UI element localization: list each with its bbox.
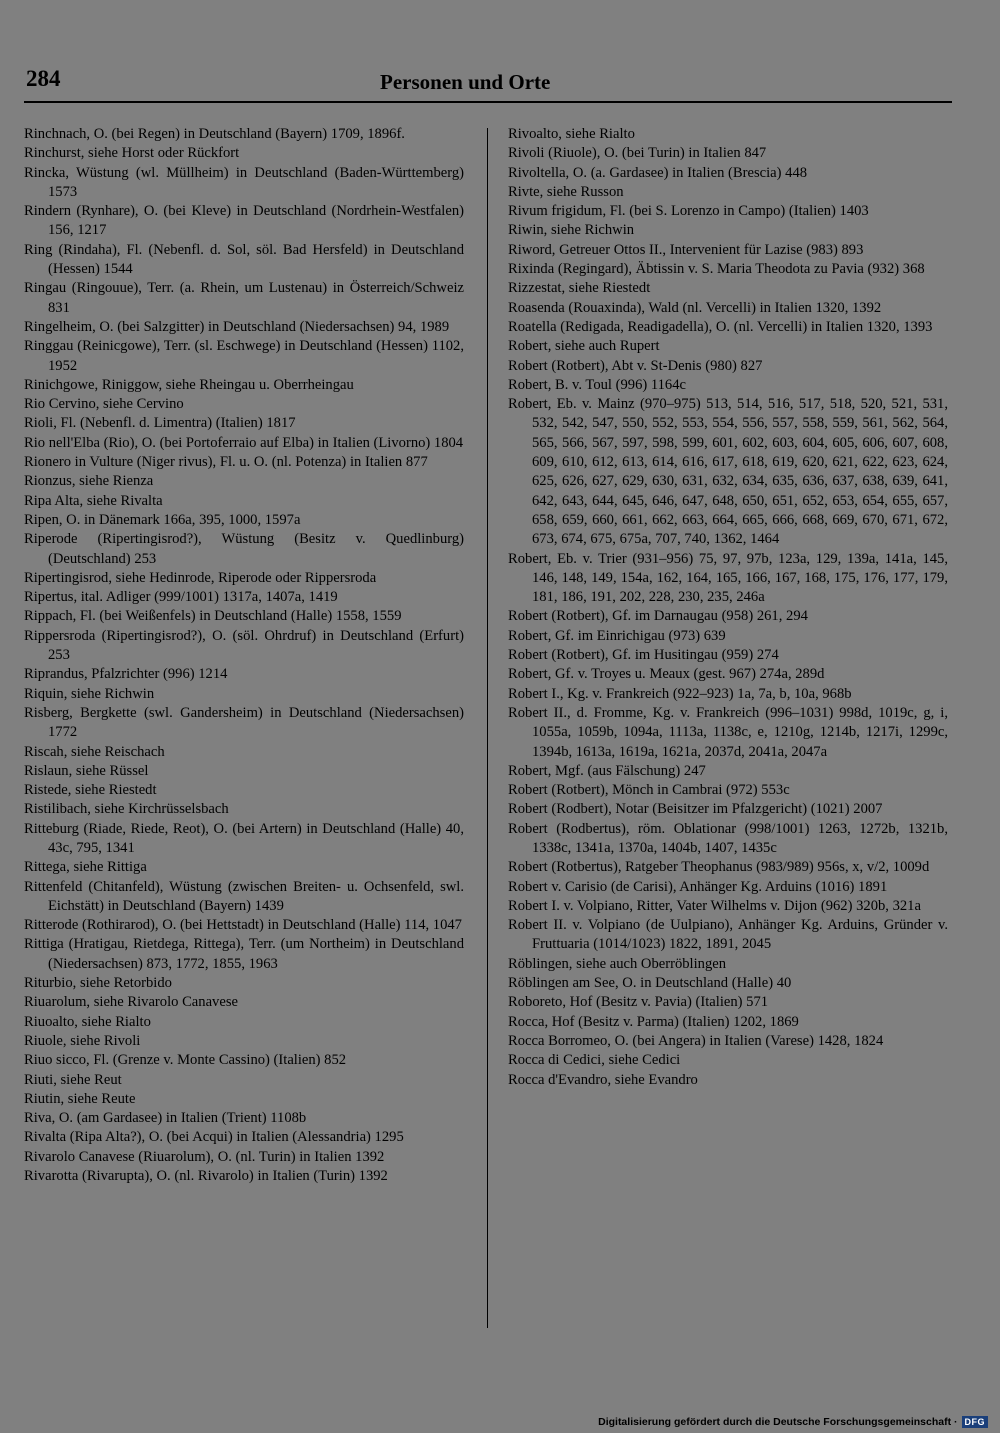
- index-entry: Riword, Getreuer Ottos II., Intervenient für Lazise (983) 893: [508, 241, 864, 258]
- index-entry: Ripen, O. in Dänemark 166a, 395, 1000, 1597a: [24, 511, 301, 528]
- left-column: [24, 125, 464, 1186]
- footer-credit: Digitalisierung gefördert durch die Deutsche Forschungsgemeinschaft ·: [598, 1416, 958, 1428]
- index-entry: Rio nell'Elba (Rio), O. (bei Portoferraio auf Elba) in Italien (Livorno) 1804: [24, 434, 464, 451]
- index-entry: Rippach, Fl. (bei Weißenfels) in Deutschland (Halle) 1558, 1559: [24, 608, 402, 625]
- index-entry: Riuo sicco, Fl. (Grenze v. Monte Cassino) (Italien) 852: [24, 1052, 347, 1069]
- index-entry: Rio Cervino, siehe Cervino: [24, 396, 184, 413]
- index-entry: Rocca, Hof (Besitz v. Parma) (Italien) 1202, 1869: [508, 1013, 799, 1030]
- index-entry: Rinchnach, O. (bei Regen) in Deutschland (Bayern) 1709, 1896f.: [24, 126, 405, 142]
- index-entry: Robert II., d. Fromme, Kg. v. Frankreich (996–1031) 998d, 1019c, g, i, 1055a, 1059b, 1094a, 1113a, 1138c, e, 1210g, 1214b, 1217i, 1299c, 1394b, 1613a, 1619a, 1621a, 2037d, 2041a, 2047a: [508, 704, 948, 760]
- index-entry: Ristede, siehe Riestedt: [24, 782, 157, 799]
- index-entry: Riutin, siehe Reute: [24, 1090, 136, 1107]
- index-entry: Ripertus, ital. Adliger (999/1001) 1317a, 1407a, 1419: [24, 589, 338, 606]
- index-entry: Riuoalto, siehe Rialto: [24, 1013, 151, 1030]
- index-entry: Robert, Gf. v. Troyes u. Meaux (gest. 967) 274a, 289d: [508, 666, 825, 683]
- right-column: [508, 125, 948, 1090]
- index-entry: Robert, Eb. v. Mainz (970–975) 513, 514, 516, 517, 518, 520, 521, 531, 532, 542, 547, 550, 552, 553, 554, 556, 557, 558, 559, 561, 562, 564, 565, 566, 567, 597, 598, 599, 601, 602, 603, 604, 605, 606, 607, 608, 609, 610, 612, 613, 614, 616, 617, 618, 619, 620, 621, 622, 623, 624, 625, 626, 627, 629, 630, 631, 632, 634, 635, 636, 637, 638, 639, 641, 642, 643, 644, 645, 646, 647, 648, 650, 651, 652, 653, 654, 655, 657, 658, 659, 660, 661, 662, 663, 664, 665, 666, 668, 669, 670, 671, 672, 673, 674, 675, 675a, 707, 740, 1362, 1464: [508, 396, 948, 548]
- index-entry: Rincka, Wüstung (wl. Müllheim) in Deutschland (Baden-Württemberg) 1573: [24, 164, 464, 200]
- index-entry: Robert (Rotbert), Abt v. St-Denis (980) 827: [508, 357, 763, 374]
- index-entry: Robert v. Carisio (de Carisi), Anhänger Kg. Arduins (1016) 1891: [508, 878, 888, 895]
- index-entry: Robert, Eb. v. Trier (931–956) 75, 97, 97b, 123a, 129, 139a, 141a, 145, 146, 148, 149, 154a, 162, 164, 165, 166, 167, 168, 175, 176, 177, 179, 181, 186, 191, 202, 228, 230, 235, 246a: [508, 550, 948, 606]
- index-entry: Riperode (Ripertingisrod?), Wüstung (Besitz v. Quedlinburg) (Deutschland) 253: [24, 531, 464, 567]
- index-entry: Ritterode (Rothirarod), O. (bei Hettstadt) in Deutschland (Halle) 114, 1047: [24, 917, 462, 934]
- index-entry: Rittega, siehe Rittiga: [24, 859, 147, 876]
- index-entry: Robert (Rodbertus), röm. Oblationar (998/1001) 1263, 1272b, 1321b, 1338c, 1341a, 1370a, 1404b, 1407, 1435c: [508, 820, 948, 856]
- index-entry: Robert I., Kg. v. Frankreich (922–923) 1a, 7a, b, 10a, 968b: [508, 685, 852, 702]
- index-entry: Robert (Rodbert), Notar (Beisitzer im Pfalzgericht) (1021) 2007: [508, 801, 883, 818]
- index-entry: Rittiga (Hratigau, Rietdega, Rittega), Terr. (um Northeim) in Deutschland (Niedersachsen) 873, 1772, 1855, 1963: [24, 936, 464, 972]
- index-entry: Rixinda (Regingard), Äbtissin v. S. Maria Theodota zu Pavia (932) 368: [508, 261, 925, 278]
- index-entry: Röblingen, siehe auch Oberröblingen: [508, 955, 727, 972]
- index-entry: Ritteburg (Riade, Riede, Reot), O. (bei Artern) in Deutschland (Halle) 40, 43c, 795, 1341: [24, 820, 464, 856]
- index-entry: Roatella (Redigada, Readigadella), O. (nl. Vercelli) in Italien 1320, 1393: [508, 318, 933, 335]
- index-entry: Rivalta (Ripa Alta?), O. (bei Acqui) in Italien (Alessandria) 1295: [24, 1129, 404, 1146]
- index-entry: Rizzestat, siehe Riestedt: [508, 280, 651, 297]
- index-entry: Riva, O. (am Gardasee) in Italien (Trient) 1108b: [24, 1110, 307, 1127]
- index-entry: Robert, siehe auch Rupert: [508, 338, 660, 355]
- index-entry: Robert (Rotbertus), Ratgeber Theophanus (983/989) 956s, x, v/2, 1009d: [508, 859, 930, 876]
- index-entry: Robert (Rotbert), Mönch in Cambrai (972) 553c: [508, 782, 790, 799]
- index-entry: Rivoalto, siehe Rialto: [508, 126, 635, 142]
- index-entry: Rocca di Cedici, siehe Cedici: [508, 1052, 681, 1069]
- page-number: 284: [26, 66, 61, 91]
- index-entry: Rionero in Vulture (Niger rivus), Fl. u. O. (nl. Potenza) in Italien 877: [24, 454, 428, 471]
- index-entry: Robert, B. v. Toul (996) 1164c: [508, 376, 687, 393]
- index-entry: Rislaun, siehe Rüssel: [24, 762, 149, 779]
- index-entry: Roasenda (Rouaxinda), Wald (nl. Vercelli) in Italien 1320, 1392: [508, 299, 882, 316]
- header-rule: [24, 101, 952, 103]
- index-entry: Rindern (Rynhare), O. (bei Kleve) in Deutschland (Nordrhein-Westfalen) 156, 1217: [24, 203, 464, 239]
- index-entry: Ringelheim, O. (bei Salzgitter) in Deutschland (Niedersachsen) 94, 1989: [24, 318, 450, 335]
- index-entry: Rocca Borromeo, O. (bei Angera) in Italien (Varese) 1428, 1824: [508, 1032, 884, 1049]
- index-entry: Rinichgowe, Riniggow, siehe Rheingau u. Oberrheingau: [24, 376, 354, 393]
- index-entry: Riuarolum, siehe Rivarolo Canavese: [24, 994, 238, 1011]
- index-entry: Riprandus, Pfalzrichter (996) 1214: [24, 666, 228, 683]
- dfg-logo: DFG: [962, 1416, 989, 1428]
- index-entry: Rionzus, siehe Rienza: [24, 473, 154, 490]
- index-entry: Rivarolo Canavese (Riuarolum), O. (nl. Turin) in Italien 1392: [24, 1148, 385, 1165]
- index-entry: Ringgau (Reinicgowe), Terr. (sl. Eschwege) in Deutschland (Hessen) 1102, 1952: [24, 338, 464, 374]
- index-entry: Riuti, siehe Reut: [24, 1071, 122, 1088]
- index-entry: Rivarotta (Rivarupta), O. (nl. Rivarolo) in Italien (Turin) 1392: [24, 1168, 388, 1185]
- index-entry: Robert, Gf. im Einrichigau (973) 639: [508, 627, 726, 644]
- index-entry: Rivte, siehe Russon: [508, 183, 624, 200]
- index-entry: Riuole, siehe Rivoli: [24, 1032, 141, 1049]
- index-entry: Robert (Rotbert), Gf. im Husitingau (959) 274: [508, 647, 779, 664]
- footer: [598, 1416, 988, 1428]
- index-entry: Rivoltella, O. (a. Gardasee) in Italien (Brescia) 448: [508, 164, 808, 181]
- index-entry: Rippersroda (Ripertingisrod?), O. (söl. Ohrdruf) in Deutschland (Erfurt) 253: [24, 627, 464, 664]
- index-entry: Ripa Alta, siehe Rivalta: [24, 492, 163, 509]
- index-entry: Rinchurst, siehe Horst oder Rückfort: [24, 145, 240, 162]
- index-entry: Robert, Mgf. (aus Fälschung) 247: [508, 762, 706, 779]
- index-entry: Ristilibach, siehe Kirchrüsselsbach: [24, 801, 229, 818]
- index-entry: Robert (Rotbert), Gf. im Darnaugau (958) 261, 294: [508, 608, 808, 625]
- index-entry: Risberg, Bergkette (swl. Gandersheim) in Deutschland (Niedersachsen) 1772: [24, 704, 464, 741]
- index-entry: Rioli, Fl. (Nebenfl. d. Limentra) (Italien) 1817: [24, 415, 296, 432]
- index-entry: Röblingen am See, O. in Deutschland (Halle) 40: [508, 975, 792, 992]
- index-entry: Riscah, siehe Reischach: [24, 743, 165, 760]
- index-entry: Ringau (Ringouue), Terr. (a. Rhein, um Lustenau) in Österreich/Schweiz 831: [24, 280, 464, 316]
- index-entry: Ring (Rindaha), Fl. (Nebenfl. d. Sol, söl. Bad Hersfeld) in Deutschland (Hessen) 1544: [24, 241, 464, 278]
- running-head: Personen und Orte: [380, 70, 551, 94]
- index-entry: Rivoli (Riuole), O. (bei Turin) in Italien 847: [508, 145, 767, 162]
- index-entry: Riquin, siehe Richwin: [24, 685, 155, 702]
- index-entry: Roboreto, Hof (Besitz v. Pavia) (Italien) 571: [508, 994, 769, 1011]
- index-entry: Robert II. v. Volpiano (de Uulpiano), Anhänger Kg. Arduins, Gründer v. Fruttuaria (1014/1023) 1822, 1891, 2045: [508, 917, 948, 953]
- column-divider: [487, 128, 488, 1328]
- index-entry: Rocca d'Evandro, siehe Evandro: [508, 1071, 698, 1088]
- index-entry: Rittenfeld (Chitanfeld), Wüstung (zwischen Breiten- u. Ochsenfeld, swl. Eichstätt) in Deutschland (Bayern) 1439: [24, 878, 464, 914]
- index-entry: Riwin, siehe Richwin: [508, 222, 635, 239]
- index-entry: Ripertingisrod, siehe Hedinrode, Riperode oder Rippersroda: [24, 569, 377, 586]
- index-entry: Robert I. v. Volpiano, Ritter, Vater Wilhelms v. Dijon (962) 320b, 321a: [508, 897, 921, 914]
- index-entry: Rivum frigidum, Fl. (bei S. Lorenzo in Campo) (Italien) 1403: [508, 203, 869, 220]
- index-entry: Riturbio, siehe Retorbido: [24, 975, 172, 992]
